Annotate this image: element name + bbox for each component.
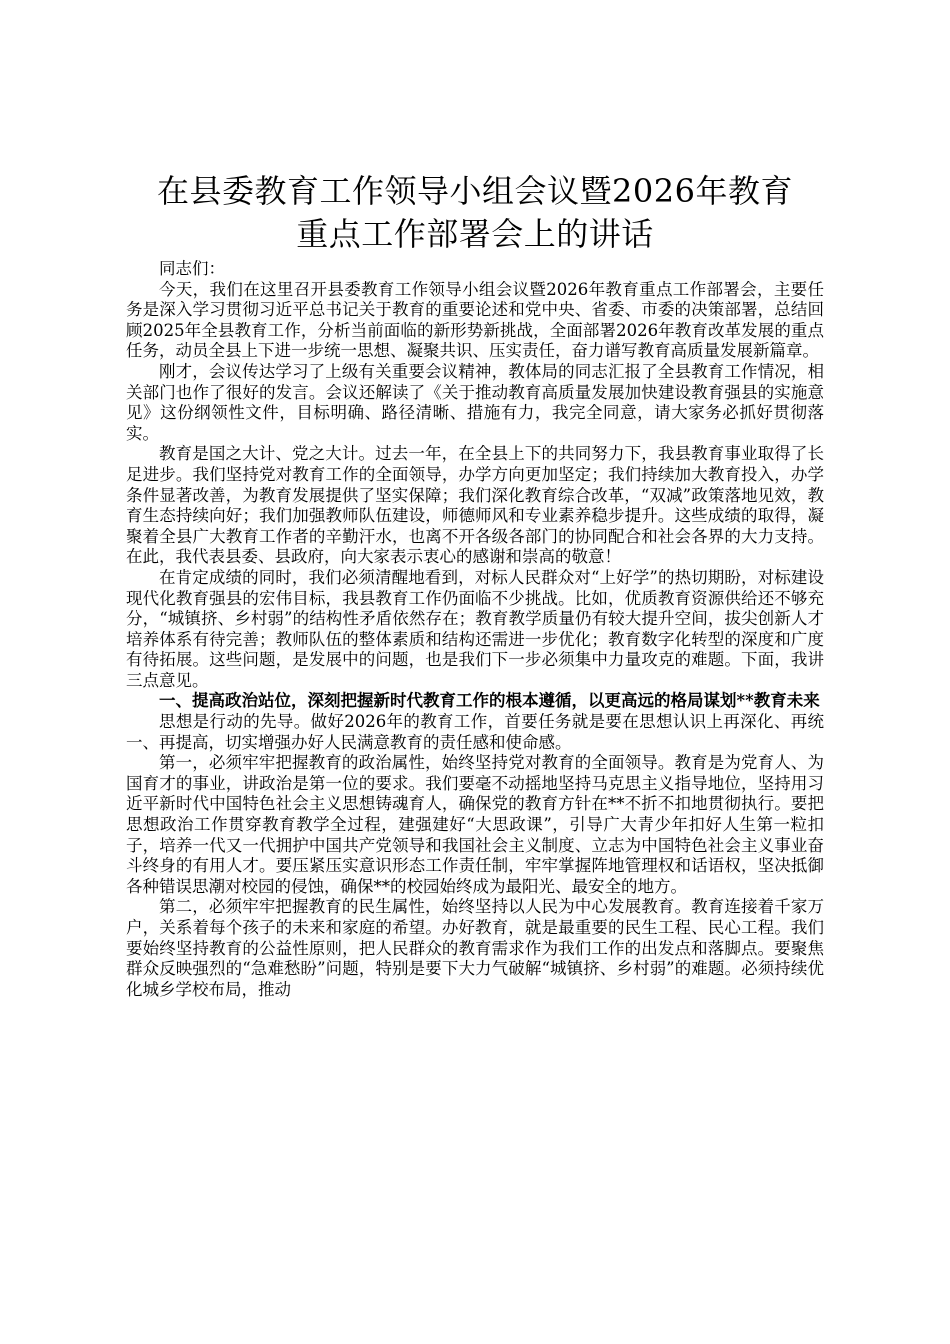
paragraph: 今天，我们在这里召开县委教育工作领导小组会议暨2026年教育重点工作部署会，主要任务是深入学习贯彻习近平总书记关于教育的重要论述和党中央、省委、市委的决策部署，总结回顾2025年全县教育工作，分析当前面临的新形势新挑战，全面部署2026年教育改革发展的重点任务，动员全县上下进一步统一思想、凝聚共识、压实责任，奋力谱写教育高质量发展新篇章。 (126, 279, 824, 361)
section-heading-1: 一、提高政治站位，深刻把握新时代教育工作的根本遵循，以更高远的格局谋划**教育未来 (159, 691, 820, 711)
document-title (126, 170, 824, 256)
paragraph: 教育是国之大计、党之大计。过去一年，在全县上下的共同努力下，我县教育事业取得了长足进步。我们坚持党对教育工作的全面领导，办学方向更加坚定；我们持续加大教育投入，办学条件显著改善，为教育发展提供了坚实保障；我们深化教育综合改革，“双减”政策落地见效，教育生态持续向好；我们加强教师队伍建设，师德师风和专业素养稳步提升。这些成绩的取得，凝聚着全县广大教育工作者的辛勤汗水，也离不开各级各部门的协同配合和社会各界的大力支持。在此，我代表县委、县政府，向大家表示衷心的感谢和崇高的敬意！ (126, 444, 824, 567)
paragraph: 刚才，会议传达学习了上级有关重要会议精神，教体局的同志汇报了全县教育工作情况，相关部门也作了很好的发言。会议还解读了《关于推动教育高质量发展加快建设教育强县的实施意见》这份纲领性文件，目标明确、路径清晰、措施有力，我完全同意，请大家务必抓好贯彻落实。 (126, 361, 824, 443)
title-line-1: 在县委教育工作领导小组会议暨2026年教育 (157, 172, 793, 210)
paragraph: 在肯定成绩的同时，我们必须清醒地看到，对标人民群众对“上好学”的热切期盼，对标建设现代化教育强县的宏伟目标，我县教育工作仍面临不少挑战。比如，优质教育资源供给还不够充分，“城镇挤、乡村弱”的结构性矛盾依然存在；教育教学质量仍有较大提升空间，拔尖创新人才培养体系有待完善；教师队伍的整体素质和结构还需进一步优化；教育数字化转型的深度和广度有待拓展。这些问题，是发展中的问题，也是我们下一步必须集中力量攻克的难题。下面，我讲三点意见。 (126, 567, 824, 690)
paragraph: 第二，必须牢牢把握教育的民生属性，始终坚持以人民为中心发展教育。教育连接着千家万户，关系着每个孩子的未来和家庭的希望。办好教育，就是最重要的民生工程、民心工程。我们要始终坚持教育的公益性原则，把人民群众的教育需求作为我们工作的出发点和落脚点。要聚焦群众反映强烈的“急难愁盼”问题，特别是要下大力气破解“城镇挤、乡村弱”的难题。必须持续优化城乡学校布局，推动 (126, 897, 824, 999)
salutation: 同志们： (159, 259, 225, 278)
document-body (126, 259, 824, 1000)
title-line-2: 重点工作部署会上的讲话 (296, 215, 654, 253)
paragraph: 第一，必须牢牢把握教育的政治属性，始终坚持党对教育的全面领导。教育是为党育人、为国育才的事业，讲政治是第一位的要求。我们要毫不动摇地坚持马克思主义指导地位，坚持用习近平新时代中国特色社会主义思想铸魂育人，确保党的教育方针在**不折不扣地贯彻执行。要把思想政治工作贯穿教育教学全过程，建强建好“大思政课”，引导广大青少年扣好人生第一粒扣子，培养一代又一代拥护中国共产党领导和我国社会主义制度、立志为中国特色社会主义事业奋斗终身的有用人才。要压紧压实意识形态工作责任制，牢牢掌握阵地管理权和话语权，坚决抵御各种错误思潮对校园的侵蚀，确保**的校园始终成为最阳光、最安全的地方。 (126, 753, 824, 896)
document-content (126, 170, 824, 1000)
paragraph: 思想是行动的先导。做好2026年的教育工作，首要任务就是要在思想认识上再深化、再统一、再提高，切实增强办好人民满意教育的责任感和使命感。 (126, 712, 824, 752)
